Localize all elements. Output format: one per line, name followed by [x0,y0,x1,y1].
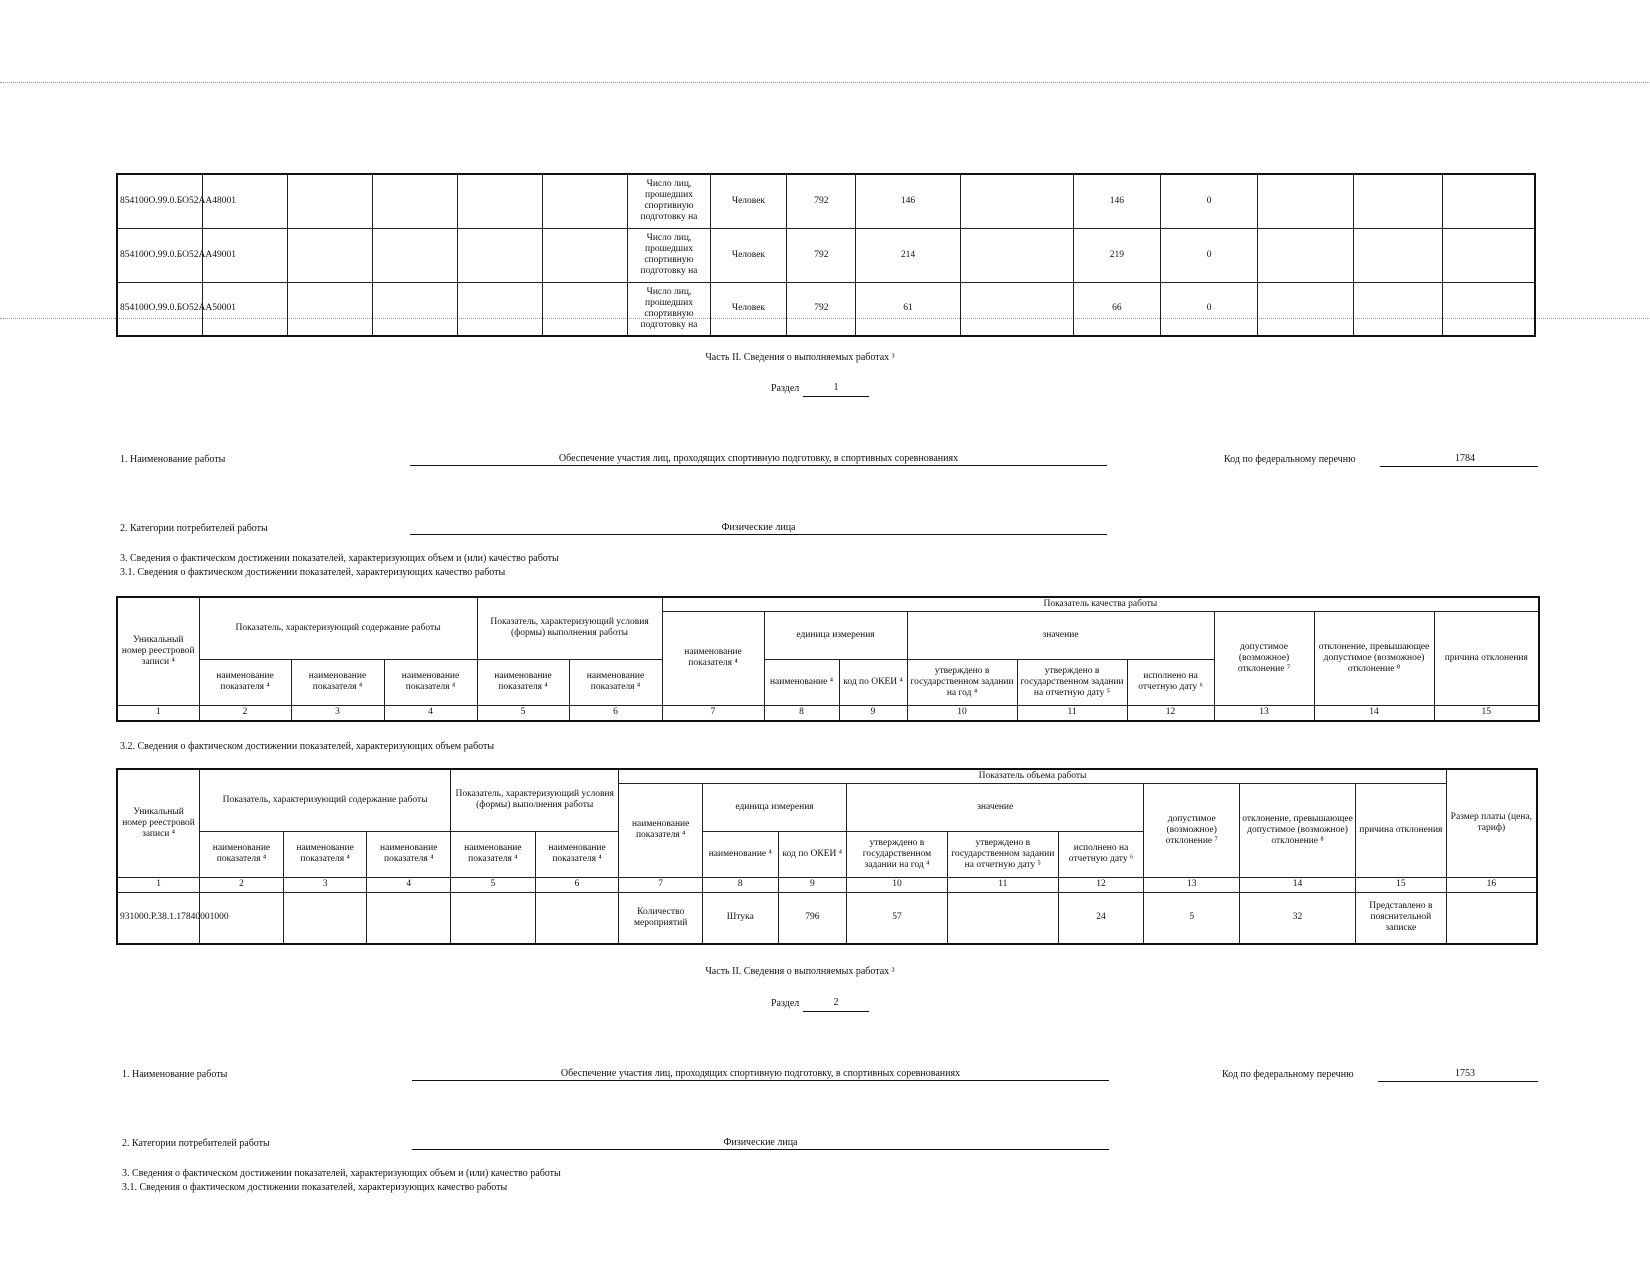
consumers-value: Физические лица [723,1137,798,1148]
part-title: Часть II. Сведения о выполняемых работах ³ [705,352,895,363]
conditions-indicator-header: Показатель, характеризующий условия (формы) выполнения работы [451,769,619,831]
name-indicator-header: наименование показателя ⁴ [477,659,569,705]
work-name-value: Обеспечение участия лиц, проходящих спортивную подготовку, в спортивных соревнованиях [558,453,959,464]
indicator-name-header: наименование показателя ⁴ [619,783,703,877]
approved-date-header: утверждено в государственном задании на отчетную дату ⁵ [947,831,1058,877]
column-number: 16 [1446,877,1537,892]
approved-date-header: утверждено в государственном задании на отчетную дату ⁵ [1017,659,1127,705]
column-number: 15 [1434,705,1539,721]
exceeding-deviation-header: отклонение, превышающее допустимое (возможное) отклонение ⁸ [1314,611,1434,705]
section-number-line [803,1011,869,1012]
table-row [117,228,1535,282]
approved-value: 61 [856,282,961,336]
executed-value: 66 [1073,282,1160,336]
unit-name: Штука [702,892,778,944]
volume-indicator-header: Показатель объема работы [619,769,1446,783]
column-number: 11 [947,877,1058,892]
conditions-indicator-header: Показатель, характеризующий условия (формы) выполнения работы [477,597,662,659]
column-number: 13 [1144,877,1240,892]
consumers-line [412,1149,1109,1150]
federal-code-value: 1784 [1455,453,1475,464]
fee-header: Размер платы (цена, тариф) [1446,769,1537,877]
info-line-31: 3.1. Сведения о фактическом достижении показателей, характеризующих качество работы [120,567,506,578]
unit-name: Человек [710,174,787,228]
executed-header: исполнено на отчетную дату ⁶ [1127,659,1214,705]
exceeding-deviation-value: 32 [1240,892,1356,944]
name-indicator-header: наименование показателя ⁴ [384,659,477,705]
indicator-name-header: наименование показателя ⁴ [662,611,764,705]
top-continuation-table [116,173,1536,337]
column-number: 3 [291,705,384,721]
unit-name: Человек [710,282,787,336]
scan-line-top [0,82,1650,83]
deviation-reason-header: причина отклонения [1355,783,1446,877]
column-numbers-row [117,877,1537,892]
volume-indicators-table [116,768,1538,945]
part-title: Часть II. Сведения о выполняемых работах ³ [705,966,895,977]
name-indicator-header: наименование показателя ⁴ [200,831,284,877]
approved-value: 146 [856,174,961,228]
approved-year-value: 57 [847,892,948,944]
work-name-label: 1. Наименование работы [122,1069,228,1080]
registry-code: 931000.Р.38.1.17840001000 [117,892,200,944]
allowed-deviation-value: 5 [1144,892,1240,944]
name-indicator-header: наименование показателя ⁴ [535,831,619,877]
column-number: 4 [384,705,477,721]
quality-indicators-table [116,596,1540,722]
name-indicator-header: наименование показателя ⁴ [291,659,384,705]
executed-value: 24 [1058,892,1144,944]
approved-year-header: утверждено в государственном задании на год ⁴ [847,831,948,877]
registry-code: 854100О.99.0.БО52АА48001 [117,174,202,228]
content-indicator-header: Показатель, характеризующий содержание работы [200,769,451,831]
column-number: 9 [839,705,907,721]
column-number: 4 [367,877,451,892]
column-number: 14 [1314,705,1434,721]
deviation-value: 0 [1160,228,1257,282]
column-number: 11 [1017,705,1127,721]
info-line-3: 3. Сведения о фактическом достижении показателей, характеризующих объем и (или) качество работы [122,1168,561,1179]
column-number: 8 [764,705,839,721]
exceeding-deviation-header: отклонение, превышающее допустимое (возможное) отклонение ⁸ [1240,783,1356,877]
registry-code: 854100О.99.0.БО52АА50001 [117,282,202,336]
consumers-label: 2. Категории потребителей работы [120,523,268,534]
column-number: 6 [535,877,619,892]
federal-code-value: 1753 [1455,1068,1475,1079]
column-number: 15 [1355,877,1446,892]
unit-header: единица измерения [702,783,846,831]
okei-header: код по ОКЕИ ⁴ [778,831,847,877]
okei-code: 796 [778,892,847,944]
column-number: 13 [1214,705,1314,721]
info-line-32: 3.2. Сведения о фактическом достижении показателей, характеризующих объем работы [120,741,495,752]
table-row [117,174,1535,228]
okei-code: 792 [787,174,856,228]
federal-code-line [1380,466,1538,467]
consumers-label: 2. Категории потребителей работы [122,1138,270,1149]
column-number: 5 [477,705,569,721]
column-number: 1 [117,705,199,721]
allowed-deviation-header: допустимое (возможное) отклонение ⁷ [1144,783,1240,877]
name-indicator-header: наименование показателя ⁴ [199,659,291,705]
indicator-name: Число лиц, прошедших спортивную подготовку на [628,228,710,282]
approved-year-header: утверждено в государственном задании на год ⁴ [907,659,1017,705]
column-number: 2 [199,705,291,721]
section-label: Раздел [771,998,800,1009]
column-number: 10 [847,877,948,892]
section-number: 1 [833,382,839,393]
info-line-3: 3. Сведения о фактическом достижении показателей, характеризующих объем и (или) качество работы [120,553,559,564]
column-number: 6 [569,705,662,721]
unit-name-header: наименование ⁴ [702,831,778,877]
column-number: 1 [117,877,200,892]
column-number: 7 [619,877,703,892]
approved-value: 214 [856,228,961,282]
value-header: значение [847,783,1144,831]
federal-code-line [1378,1081,1538,1082]
column-number: 10 [907,705,1017,721]
info-line-31: 3.1. Сведения о фактическом достижении показателей, характеризующих качество работы [122,1182,508,1193]
deviation-reason-header: причина отклонения [1434,611,1539,705]
unit-header: единица измерения [764,611,907,659]
deviation-reason-value: Представлено в пояснительной записке [1355,892,1446,944]
column-number: 2 [200,877,284,892]
column-number: 5 [451,877,536,892]
unique-number-header: Уникальный номер реестровой записи ⁴ [117,597,199,705]
executed-value: 219 [1073,228,1160,282]
column-number: 7 [662,705,764,721]
name-indicator-header: наименование показателя ⁴ [451,831,536,877]
column-number: 9 [778,877,847,892]
deviation-value: 0 [1160,282,1257,336]
quality-indicator-header: Показатель качества работы [662,597,1539,611]
consumers-value: Физические лица [721,522,796,533]
name-indicator-header: наименование показателя ⁴ [283,831,367,877]
column-number: 12 [1127,705,1214,721]
work-name-label: 1. Наименование работы [120,454,226,465]
indicator-name: Количество мероприятий [619,892,703,944]
federal-code-label: Код по федеральному перечню [1224,454,1356,465]
consumers-line [410,534,1107,535]
column-numbers-row [117,705,1539,721]
name-indicator-header: наименование показателя ⁴ [367,831,451,877]
work-name-line [410,465,1107,466]
allowed-deviation-header: допустимое (возможное) отклонение ⁷ [1214,611,1314,705]
registry-code: 854100О.99.0.БО52АА49001 [117,228,202,282]
unit-name: Человек [710,228,787,282]
okei-header: код по ОКЕИ ⁴ [839,659,907,705]
column-number: 12 [1058,877,1144,892]
column-number: 3 [283,877,367,892]
table-row [117,892,1537,944]
executed-header: исполнено на отчетную дату ⁶ [1058,831,1144,877]
federal-code-label: Код по федеральному перечню [1222,1069,1354,1080]
name-indicator-header: наименование показателя ⁴ [569,659,662,705]
executed-value: 146 [1073,174,1160,228]
okei-code: 792 [787,228,856,282]
work-name-value: Обеспечение участия лиц, проходящих спортивную подготовку, в спортивных соревнованиях [560,1068,961,1079]
value-header: значение [907,611,1214,659]
work-name-line [412,1080,1109,1081]
deviation-value: 0 [1160,174,1257,228]
okei-code: 792 [787,282,856,336]
section-number-line [803,396,869,397]
section-number: 2 [833,997,839,1008]
unique-number-header: Уникальный номер реестровой записи ⁴ [117,769,200,877]
unit-name-header: наименование ⁴ [764,659,839,705]
column-number: 8 [702,877,778,892]
indicator-name: Число лиц, прошедших спортивную подготовку на [628,282,710,336]
table-row [117,282,1535,336]
content-indicator-header: Показатель, характеризующий содержание работы [199,597,477,659]
section-label: Раздел [771,383,800,394]
indicator-name: Число лиц, прошедших спортивную подготовку на [628,174,710,228]
column-number: 14 [1240,877,1356,892]
